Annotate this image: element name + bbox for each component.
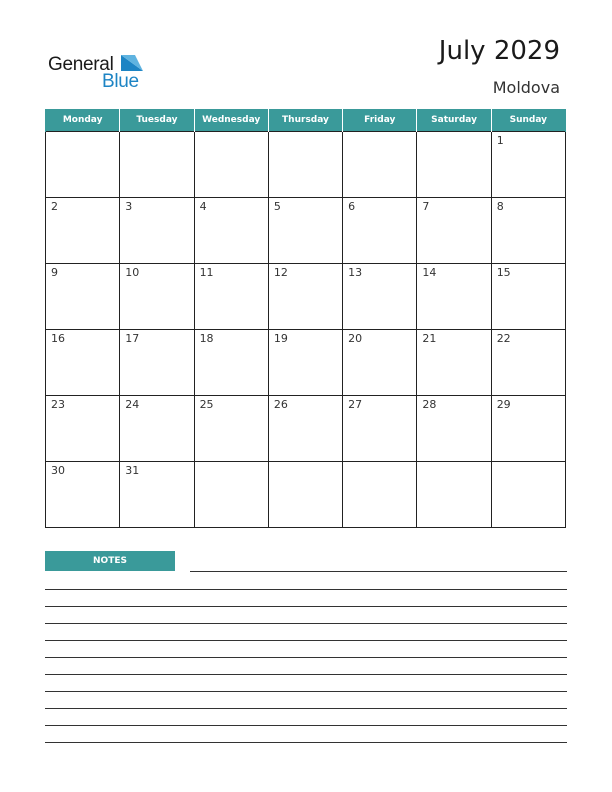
calendar-day-cell (194, 462, 268, 528)
day-number: 5 (273, 200, 281, 213)
calendar-day-cell (46, 132, 120, 198)
weekday-header-row (46, 109, 566, 132)
calendar-day-cell (120, 462, 194, 528)
day-number: 15 (496, 266, 511, 279)
calendar-day-cell (46, 198, 120, 264)
calendar-week-row (46, 330, 566, 396)
day-number: 28 (422, 398, 437, 411)
day-number (492, 462, 565, 464)
day-number: 10 (125, 266, 140, 279)
day-number: 6 (348, 200, 356, 213)
notes-line (45, 691, 567, 692)
day-number (195, 462, 268, 464)
weekday-header: Thursday (268, 109, 342, 132)
calendar-day-cell (343, 462, 417, 528)
calendar-day-cell (268, 462, 342, 528)
calendar-week-row (46, 132, 566, 198)
calendar-day-cell (194, 396, 268, 462)
calendar-day-cell (120, 264, 194, 330)
calendar-day-cell (343, 264, 417, 330)
day-number: 12 (273, 266, 288, 279)
calendar-day-cell (417, 462, 491, 528)
day-number: 9 (51, 266, 58, 279)
day-number (343, 132, 416, 134)
calendar-day-cell (417, 396, 491, 462)
notes-label: NOTES (45, 551, 175, 571)
day-number: 11 (199, 266, 214, 279)
calendar-day-cell (491, 132, 565, 198)
day-number: 26 (273, 398, 288, 411)
notes-line (45, 725, 567, 726)
calendar-week-row (46, 462, 566, 528)
calendar-day-cell (491, 396, 565, 462)
calendar-day-cell (343, 330, 417, 396)
logo-triangle-icon (121, 55, 143, 71)
calendar-day-cell (268, 330, 342, 396)
calendar-day-cell (491, 330, 565, 396)
day-number: 27 (348, 398, 363, 411)
notes-line (45, 742, 567, 743)
day-number: 4 (199, 200, 207, 213)
day-number (46, 132, 119, 134)
calendar-day-cell (46, 330, 120, 396)
notes-line (45, 674, 567, 675)
weekday-header: Sunday (491, 109, 565, 132)
day-number (417, 462, 490, 464)
day-number: 24 (125, 398, 140, 411)
day-number: 16 (51, 332, 65, 345)
calendar-day-cell (120, 396, 194, 462)
country-name: Moldova (492, 78, 560, 97)
day-number: 8 (496, 200, 504, 213)
day-number: 29 (496, 398, 511, 411)
notes-line (45, 623, 567, 624)
calendar-day-cell (194, 264, 268, 330)
calendar-day-cell (46, 462, 120, 528)
calendar-day-cell (120, 198, 194, 264)
notes-line (45, 657, 567, 658)
day-number: 23 (51, 398, 65, 411)
calendar-day-cell (46, 264, 120, 330)
day-number: 31 (125, 464, 140, 477)
day-number: 25 (199, 398, 214, 411)
calendar-day-cell (194, 330, 268, 396)
weekday-header: Friday (343, 109, 417, 132)
calendar-day-cell (343, 198, 417, 264)
notes-line (45, 708, 567, 709)
weekday-header: Tuesday (120, 109, 194, 132)
logo-text-general: General (48, 54, 114, 75)
day-number: 3 (125, 200, 133, 213)
day-number (417, 132, 490, 134)
day-number: 13 (348, 266, 363, 279)
day-number (120, 132, 193, 134)
day-number: 1 (496, 134, 504, 147)
calendar-day-cell (194, 198, 268, 264)
calendar-day-cell (268, 264, 342, 330)
day-number: 7 (422, 200, 430, 213)
calendar-day-cell (268, 132, 342, 198)
calendar-day-cell (46, 396, 120, 462)
notes-line (45, 640, 567, 641)
month-title: July 2029 (438, 36, 560, 66)
day-number: 17 (125, 332, 140, 345)
calendar-grid (45, 109, 566, 528)
day-number (269, 132, 342, 134)
calendar-day-cell (268, 198, 342, 264)
calendar-week-row (46, 396, 566, 462)
day-number: 30 (51, 464, 65, 477)
day-number: 20 (348, 332, 363, 345)
day-number: 18 (199, 332, 214, 345)
day-number (195, 132, 268, 134)
day-number: 19 (273, 332, 288, 345)
calendar-day-cell (268, 396, 342, 462)
calendar-day-cell (417, 198, 491, 264)
day-number: 2 (51, 200, 58, 213)
day-number (269, 462, 342, 464)
logo-text-blue: Blue (102, 71, 139, 92)
weekday-header: Saturday (417, 109, 491, 132)
calendar-day-cell (120, 132, 194, 198)
day-number (343, 462, 416, 464)
calendar-day-cell (194, 132, 268, 198)
weekday-header: Monday (46, 109, 120, 132)
calendar-week-row (46, 198, 566, 264)
day-number: 22 (496, 332, 511, 345)
calendar-day-cell (343, 396, 417, 462)
notes-line (45, 589, 567, 590)
calendar-day-cell (491, 198, 565, 264)
day-number: 14 (422, 266, 437, 279)
calendar-day-cell (417, 132, 491, 198)
calendar-day-cell (343, 132, 417, 198)
calendar-day-cell (417, 264, 491, 330)
calendar-day-cell (491, 462, 565, 528)
calendar-day-cell (491, 264, 565, 330)
calendar-day-cell (120, 330, 194, 396)
day-number: 21 (422, 332, 437, 345)
calendar-week-row (46, 264, 566, 330)
calendar-day-cell (417, 330, 491, 396)
weekday-header: Wednesday (194, 109, 268, 132)
logo (48, 52, 158, 94)
notes-line (45, 606, 567, 607)
notes-line (190, 571, 567, 572)
